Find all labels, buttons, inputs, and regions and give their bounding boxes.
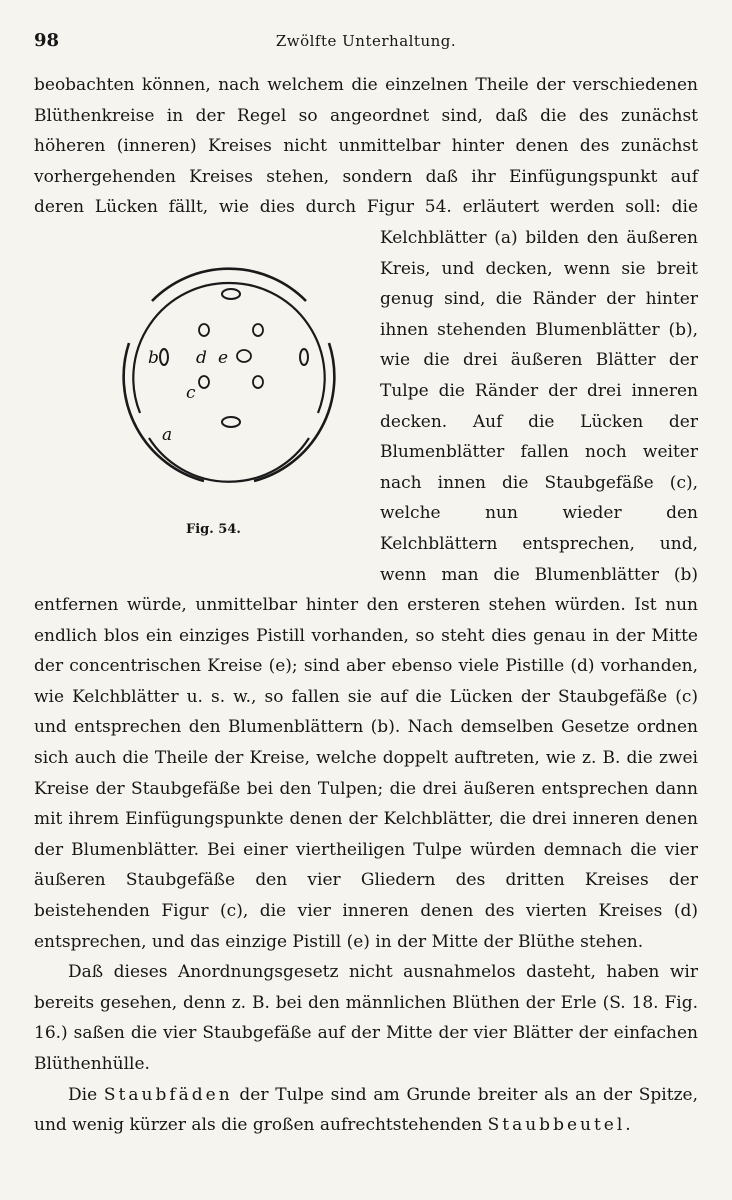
label-d: d [196,347,207,368]
paragraph-2: Daß dieses Anordnungsgesetz nicht ausnahmelos dasteht, haben wir bereits gesehen, denn z. B. bei den männlichen Blüthen der Erle (S. 18. Fig. 16.) saßen die vier Staubgefäße auf der Mitte der vier Blätter der einfachen Blüthenhülle. [34,962,698,1074]
figure-54 [34,223,380,583]
label-a: a [162,424,173,445]
sepal-arcs [124,269,335,481]
term-staubbeutel: Staubbeutel [487,1115,626,1136]
stamen-ovals [160,289,308,427]
paragraph-3 [34,1080,698,1141]
paragraph-1-part-1: beobachten können, nach welchem die einzelnen Theile der verschiedenen Blüthenkreise in der Regel so angeordnet sind, daß die des zunächst höheren (inneren) Kreises nicht unmittelbar hinter denen des zunächst vorhergehenden Kreises stehen, sondern daß ihr Einfügungspunkt auf deren Lücken fällt, wie dies durch Figur 54. erläutert werden soll: die Kelchblätter (a) bilden den [34,75,698,248]
term-staubfaeden: Staubfäden [103,1084,233,1105]
paragraph-3-start: Die [68,1084,104,1105]
label-b: b [148,347,159,368]
paragraph-3-middle: der Tulpe sind am Grunde breiter als an der Spitze, und wenig kürzer als die großen aufrechtstehenden [34,1084,698,1136]
running-head: Zwölfte Unterhaltung. [275,32,457,50]
body-text [34,70,698,1141]
paragraph-1 [34,70,698,957]
paragraph-1-part-2: äußeren Kreis, und decken, wenn sie breit genug sind, die Ränder der hinter ihnen stehenden Blumenblätter (b), wie die drei äußeren Blätter der Tulpe die Ränder der drei inneren decken. Auf die Lücken der Blumenblätter fallen noch weiter nach innen die Staubgefäße (c), welche nun wieder den Kelchblättern entsprechen, und, wenn man die Blumenblätter (b) entfernen würde, unmittelbar hinter den ersteren stehen würden. Ist nun endlich blos ein einziges Pistill vorhanden, so steht dies genau in der Mitte der concentrischen Kreise (e); sind aber ebenso viele Pistille (d) vorhanden, wie Kelchblätter u. s. w., so fallen sie auf die Lücken der Staubgefäße (c) und entsprechen den Blumenblättern (b). Nach demselben Gesetze ordnen sich auch die Theile der Kreise, welche doppelt auftreten, wie z. B. die zwei Kreise der Staubgefäße bei den Tulpen; die drei äußeren entsprechen dann mit ihrem Einfügungspunkte denen der Kelchblätter, die drei inneren denen der Blumenblätter. Bei einer viertheiligen Tulpe würden demnach die vier äußeren Staubgefäße den vier Gliedern des dritten Kreises der beistehenden Figur (c), die vier inneren denen des vierten Kreises (d) entsprechen, und das einzige Pistill (e) in der Mitte der Blüthe stehen. [34,227,699,952]
label-e: e [218,347,229,368]
figure-caption: Fig. 54. [186,521,241,537]
diagram-labels [148,348,228,445]
page-header [34,30,698,54]
label-c: c [186,382,196,403]
paragraph-3-end: . [625,1115,631,1136]
flower-diagram [104,253,354,503]
page-number: 98 [34,30,60,51]
pistil-ovals [199,324,263,388]
petal-arcs [133,283,324,482]
